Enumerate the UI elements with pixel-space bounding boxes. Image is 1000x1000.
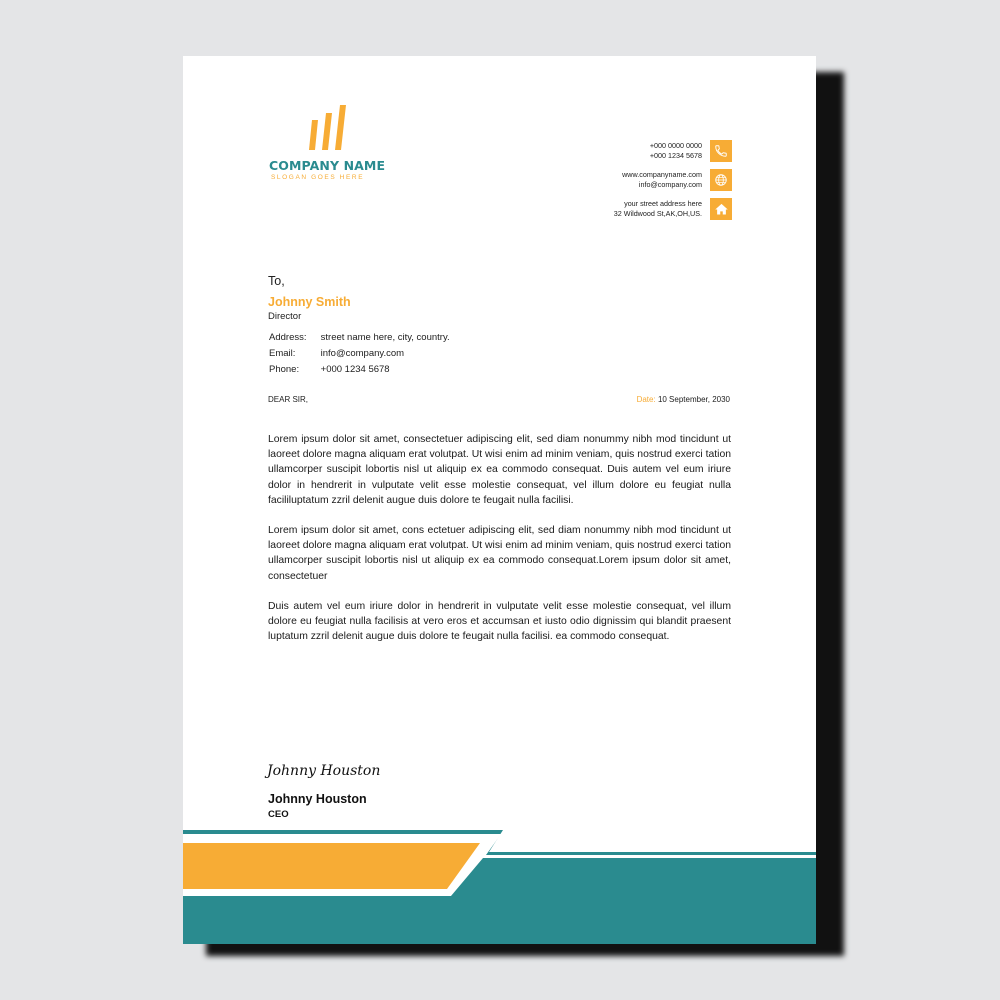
phone-icon [710, 140, 732, 162]
contact-phone [492, 140, 732, 163]
recipient-name: Johnny Smith [268, 295, 351, 309]
phone-line-1: +000 0000 0000 [649, 141, 702, 150]
footer-decoration [183, 824, 816, 944]
home-icon [710, 198, 732, 220]
phone-line-2: +000 1234 5678 [649, 151, 702, 160]
body-paragraph: Lorem ipsum dolor sit amet, cons ectetuer adipiscing elit, sed diam nonummy nibh mod tincidunt ut laoreet dolore magna aliquam erat volutpat. Ut wisi enim ad minim veniam, quis nostrud exerci tation ullamcorper suscipit lobortis nisl ut aliquip ex ea commodo consequat.Lorem ipsum dolor sit amet, consectetuer [268, 525, 731, 582]
address-line-1: your street address here [624, 199, 702, 208]
company-logo [269, 104, 399, 181]
detail-label: Email: [269, 348, 296, 359]
letter-date [637, 395, 730, 404]
letterhead-page [183, 56, 816, 944]
signature: Johnny Houston [267, 763, 381, 779]
detail-label: Phone: [269, 364, 300, 375]
contact-block [492, 140, 732, 227]
website-line: www.companyname.com [622, 170, 702, 179]
detail-row-email [269, 346, 450, 362]
globe-icon [710, 169, 732, 191]
detail-row-address [269, 330, 450, 346]
address-line-2: 32 Wildwood St,AK,OH,US. [613, 209, 702, 218]
recipient-details [269, 330, 450, 378]
recipient-to: To, [268, 274, 285, 288]
signer-title: CEO [268, 809, 289, 820]
date-value: 10 September, 2030 [657, 395, 730, 404]
logo-bars-icon [306, 104, 350, 150]
date-label: Date: [636, 395, 656, 404]
body-paragraph: Lorem ipsum dolor sit amet, consectetuer adipiscing elit, sed diam nonummy nibh mod tincidunt ut laoreet dolore magna aliquam erat volutpat. Ut wisi enim ad minim veniam, quis nostrud exerci tation ullamcorper suscipit lobortis nisl ut aliquip ex ea commodo consequat. Duis autem vel eum iriure dolor in hendrerit in vulputate velit esse molestie consequat, vel illum dolore eu feugiat nulla facililuptatum zzril delenit augue duis dolore te feugait nulla facilisi. [268, 434, 731, 506]
detail-value: street name here, city, country. [320, 332, 450, 343]
signer-name: Johnny Houston [268, 792, 367, 806]
detail-label: Address: [269, 332, 307, 343]
detail-value: info@company.com [320, 348, 405, 359]
detail-row-phone [269, 362, 450, 378]
contact-address [492, 198, 732, 221]
letter-body [268, 432, 731, 659]
detail-value: +000 1234 5678 [320, 364, 390, 375]
company-name: COMPANY NAME [269, 158, 386, 173]
salutation: DEAR SIR, [268, 395, 309, 404]
body-paragraph: Duis autem vel eum iriure dolor in hendrerit in vulputate velit esse molestie consequat, vel illum dolore eu feugiat nulla facilisis at vero eros et accumsan et iusto odio dignissim qui blandit praesent luptatum zzril delenit augue duis dolore te feugait nulla facilisi. ea commodo consequat. [268, 600, 731, 643]
company-slogan: SLOGAN GOES HERE [271, 174, 365, 181]
recipient-title: Director [268, 311, 302, 322]
contact-web [492, 169, 732, 192]
email-line: info@company.com [638, 180, 702, 189]
